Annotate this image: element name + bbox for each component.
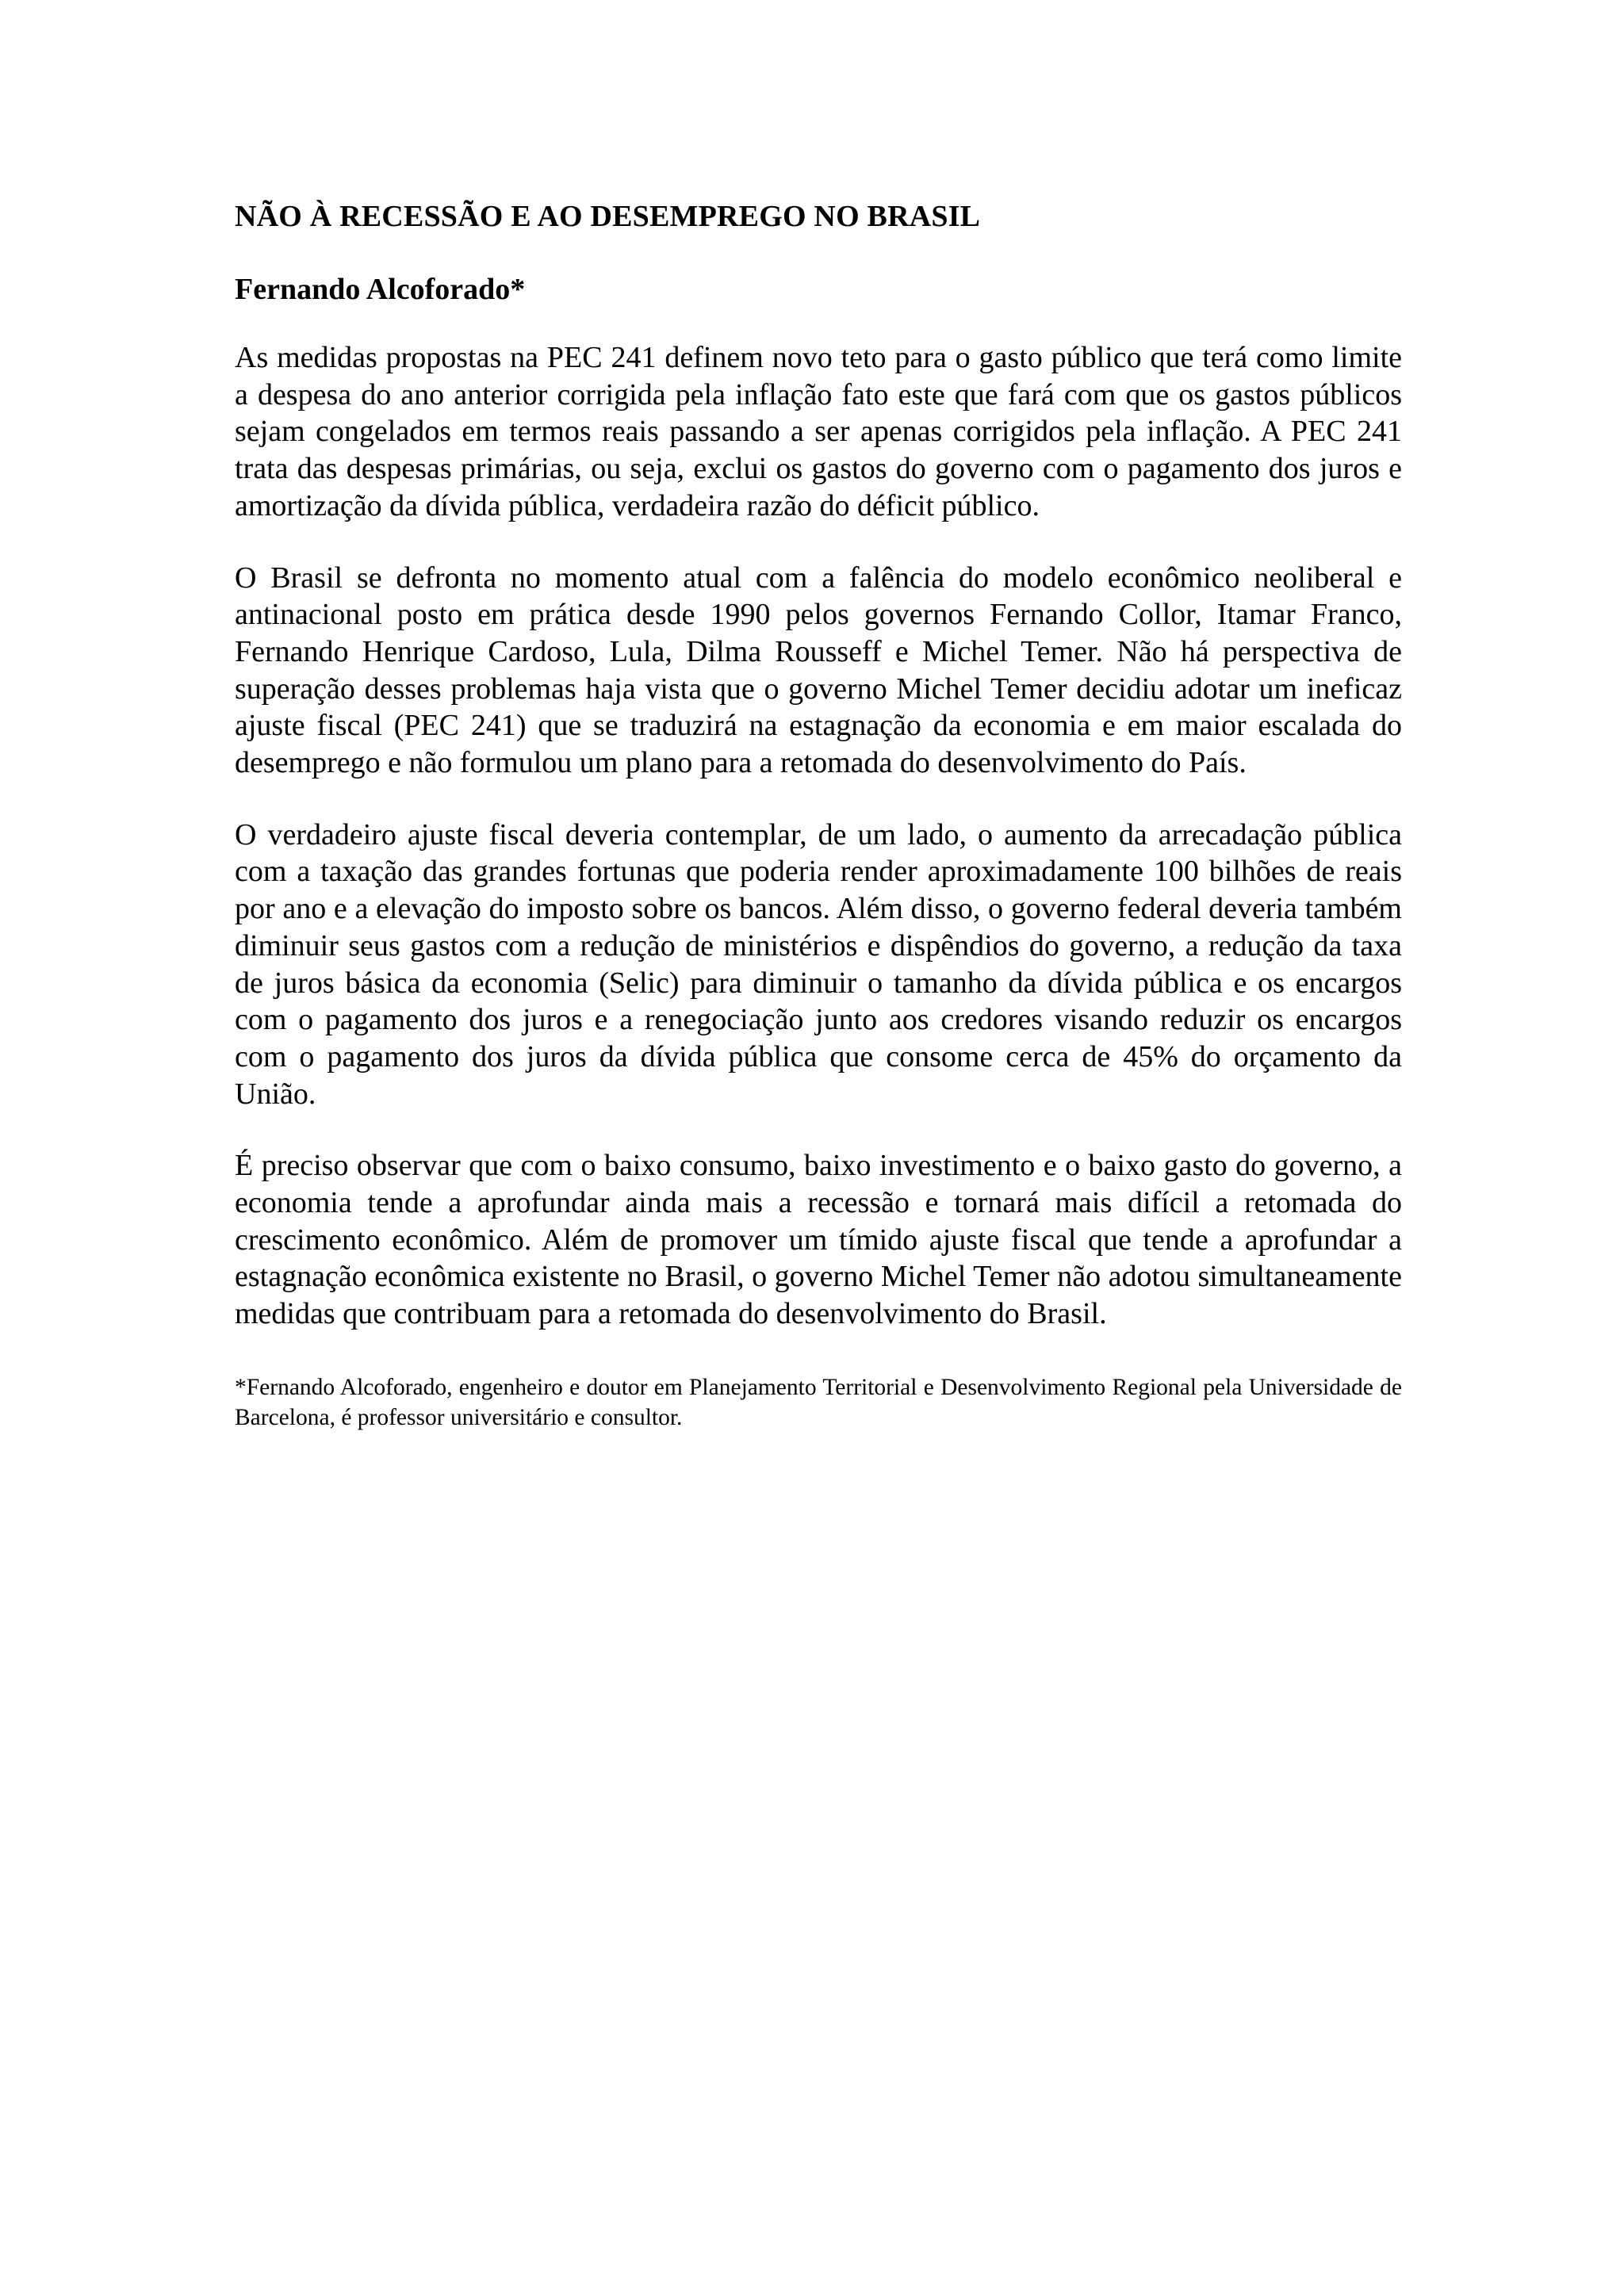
article-body xyxy=(235,197,1402,1433)
article-author: Fernando Alcoforado* xyxy=(235,273,526,306)
paragraph-3: O verdadeiro ajuste fiscal deveria contemplar, de um lado, o aumento da arrecadação pública com a taxação das grandes fortunas que poderia render aproximadamente 100 bilhões de reais por ano e a elevação do imposto sobre os bancos. Além disso, o governo federal deveria também diminuir seus gastos com a redução de ministérios e dispêndios do governo, a redução da taxa de juros básica da economia (Selic) para diminuir o tamanho da dívida pública e os encargos com o pagamento dos juros e a renegociação junto aos credores visando reduzir os encargos com o pagamento dos juros da dívida pública que consome cerca de 45% do orçamento da União. xyxy=(235,817,1402,1111)
author-footnote: *Fernando Alcoforado, engenheiro e doutor em Planejamento Territorial e Desenvolvimento Regional pela Universidade de Barcelona, é professor universitário e consultor. xyxy=(235,1374,1402,1430)
paragraph-2: O Brasil se defronta no momento atual com a falência do modelo econômico neoliberal e antinacional posto em prática desde 1990 pelos governos Fernando Collor, Itamar Franco, Fernando Henrique Cardoso, Lula, Dilma Rousseff e Michel Temer. Não há perspectiva de superação desses problemas haja vista que o governo Michel Temer decidiu adotar um ineficaz ajuste fiscal (PEC 241) que se traduzirá na estagnação da economia e em maior escalada do desemprego e não formulou um plano para a retomada do desenvolvimento do País. xyxy=(235,561,1402,780)
article-title: NÃO À RECESSÃO E AO DESEMPREGO NO BRASIL xyxy=(235,200,981,233)
paragraph-1: As medidas propostas na PEC 241 definem novo teto para o gasto público que terá como limite a despesa do ano anterior corrigida pela inflação fato este que fará com que os gastos públicos sejam congelados em termos reais passando a ser apenas corrigidos pela inflação. A PEC 241 trata das despesas primárias, ou seja, exclui os gastos do governo com o pagamento dos juros e amortização da dívida pública, verdadeira razão do déficit público. xyxy=(235,341,1402,522)
paragraph-4: É preciso observar que com o baixo consumo, baixo investimento e o baixo gasto do governo, a economia tende a aprofundar ainda mais a recessão e tornará mais difícil a retomada do crescimento econômico. Além de promover um tímido ajuste fiscal que tende a aprofundar a estagnação econômica existente no Brasil, o governo Michel Temer não adotou simultaneamente medidas que contribuam para a retomada do desenvolvimento do Brasil. xyxy=(235,1149,1402,1331)
